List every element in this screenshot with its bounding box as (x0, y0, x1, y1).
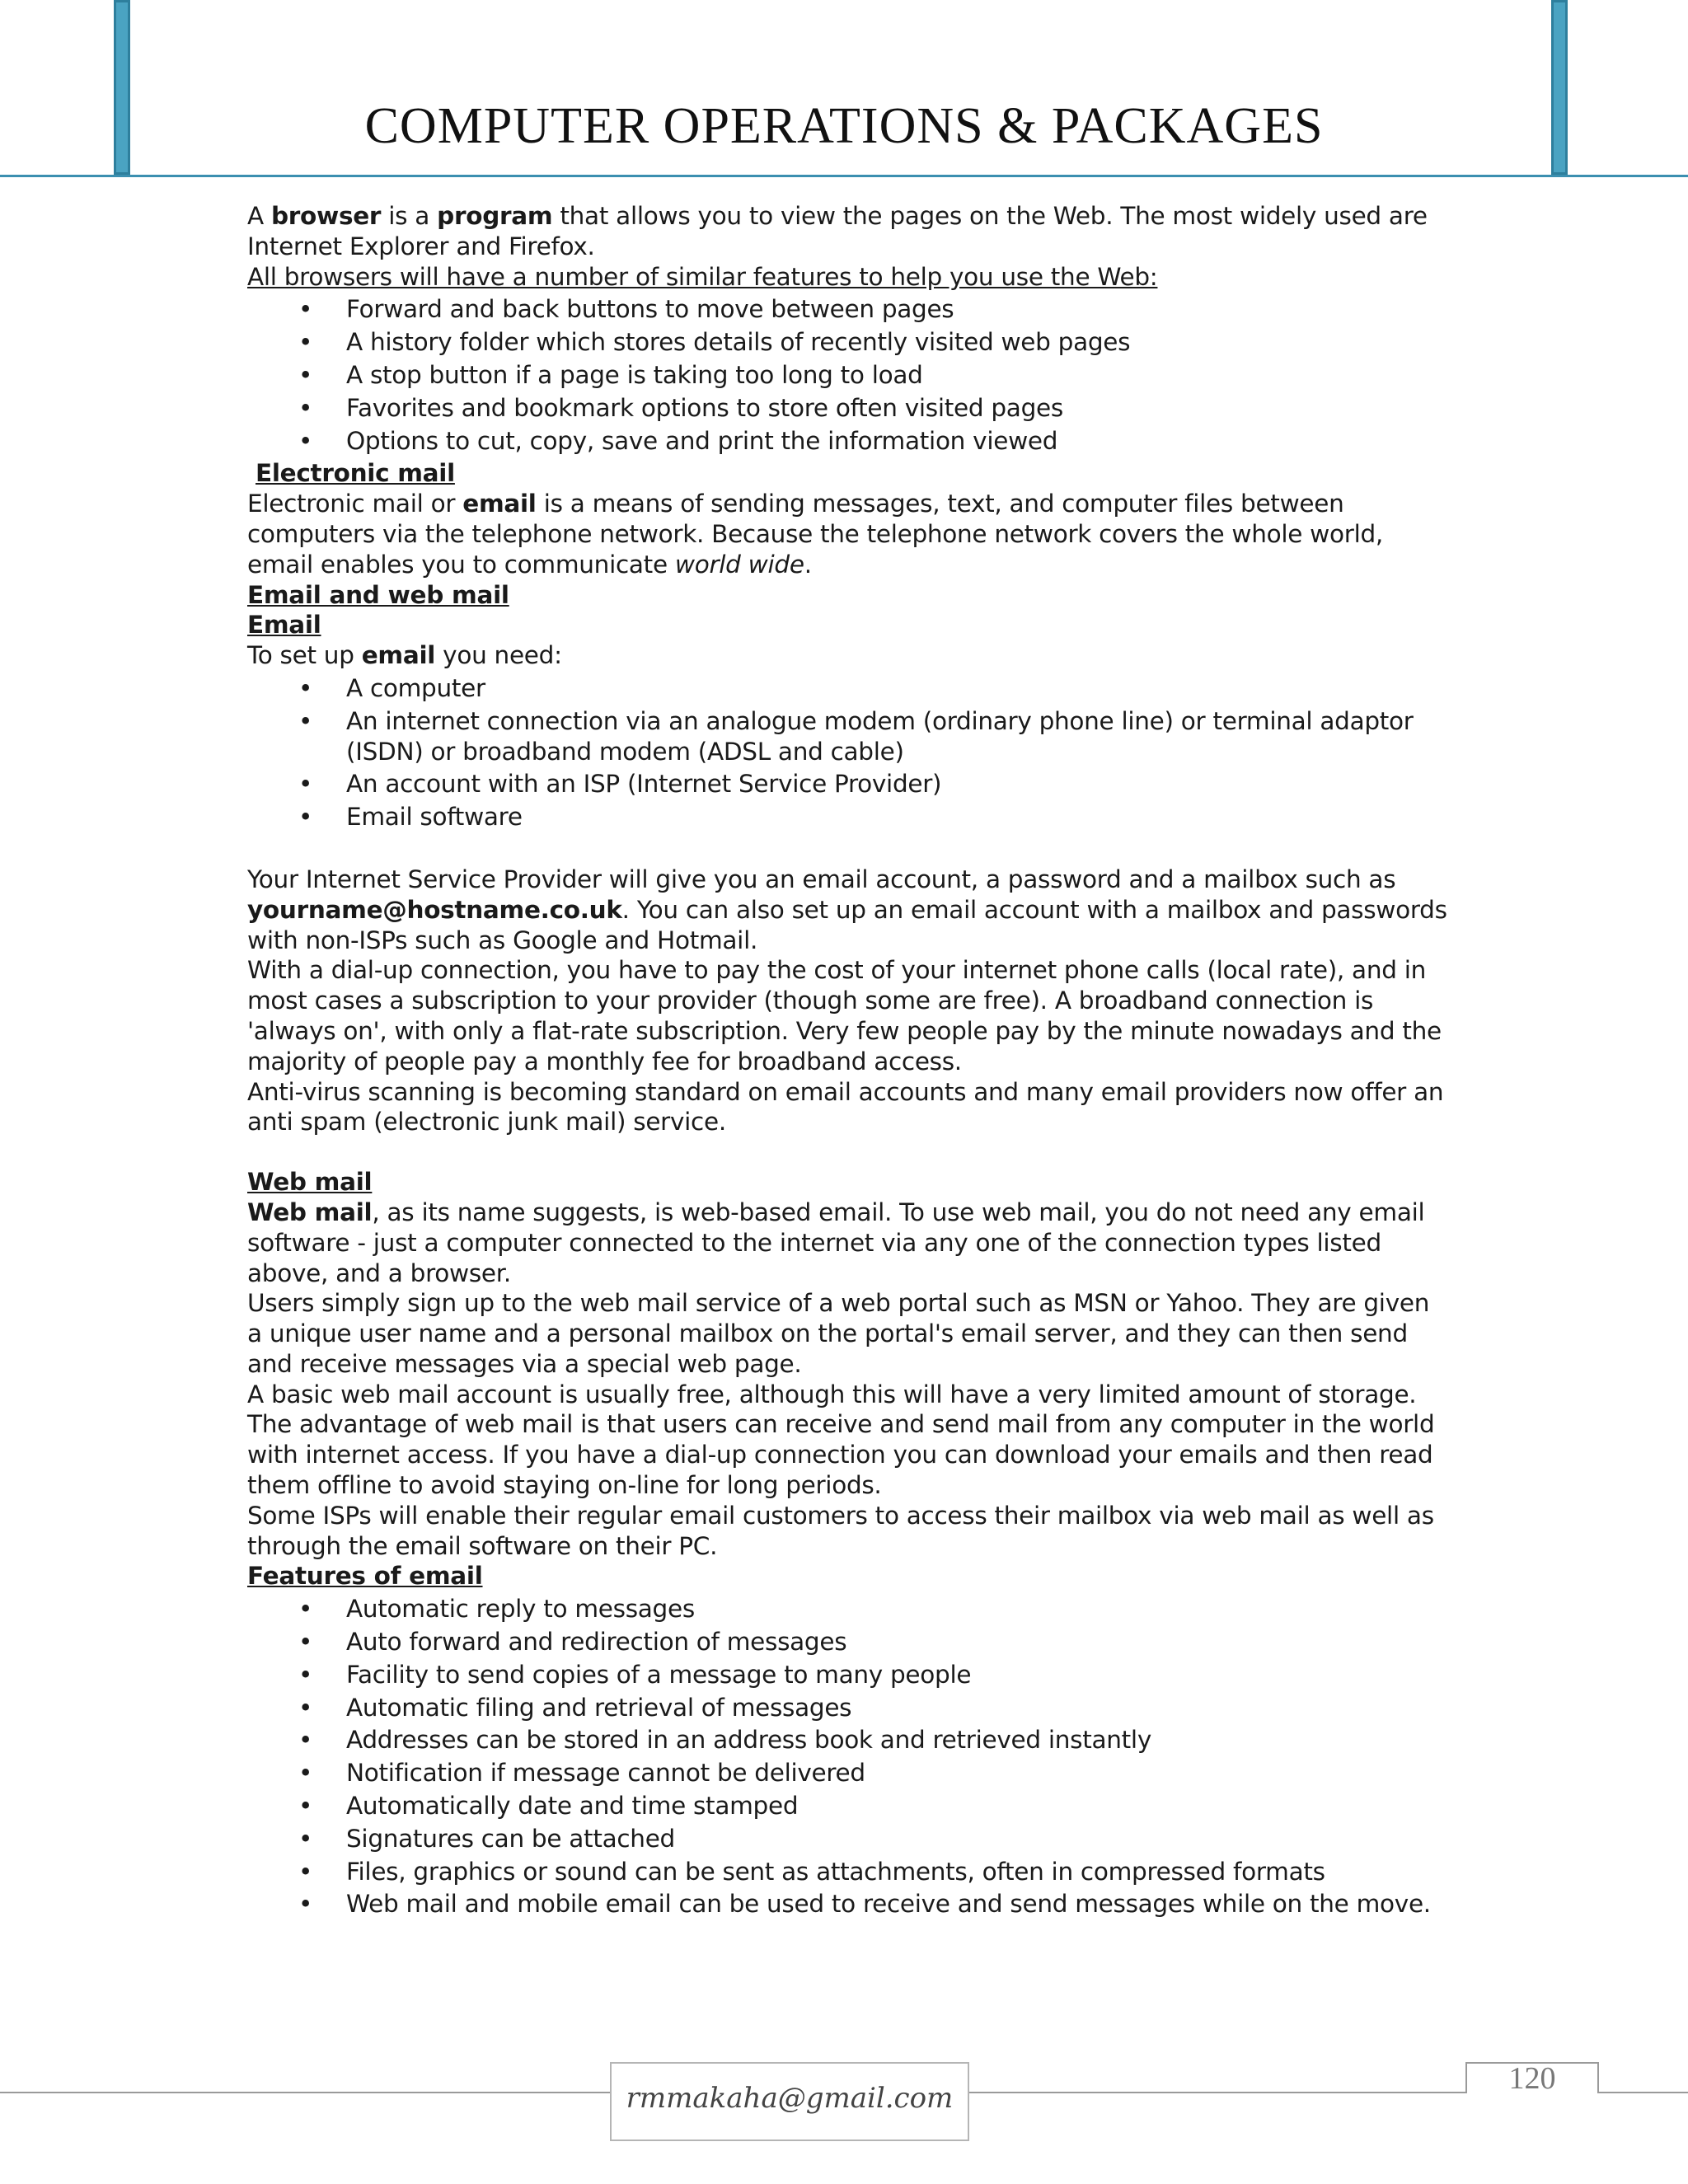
browser-features-list (247, 294, 1451, 456)
heading-features-of-email: Features of email (247, 1562, 483, 1591)
list-item: • A computer (298, 673, 485, 702)
footer-email-box (610, 2062, 969, 2141)
header-rule (0, 175, 1688, 177)
heading-web-mail: Web mail (247, 1168, 373, 1197)
footer-rule-middle (969, 2092, 1465, 2093)
list-item: • A stop button if a page is taking too long to load (298, 360, 923, 389)
web-mail-paragraph-2: Users simply sign up to the web mail service of a web portal such as MSN or Yahoo. They are given a unique user name and a personal mailbox on the portal's email server, and they can then send and receive messages via a special web page. (247, 1289, 1430, 1378)
email-needs-list (247, 673, 1451, 832)
list-item: • Email software (298, 803, 523, 832)
list-item: • Web mail and mobile email can be used to receive and send messages while on the move. (298, 1890, 1431, 1919)
browser-features-intro: All browsers will have a number of similar features to help you use the Web: (247, 262, 1158, 291)
electronic-mail-paragraph: Electronic mail or email is a means of sending messages, text, and computer files between computers via the telephone network. Because the telephone network covers the whole world, email enables you to communicate world wide. (247, 490, 1383, 579)
web-mail-paragraph-4: Some ISPs will enable their regular email customers to access their mailbox via web mail as well as through the email software on their PC. (247, 1501, 1434, 1560)
list-item: • Facility to send copies of a message to many people (298, 1660, 972, 1689)
list-item: • Automatic filing and retrieval of messages (298, 1693, 852, 1722)
list-item: • Automatically date and time stamped (298, 1792, 799, 1821)
list-item: • An account with an ISP (Internet Service Provider) (298, 770, 942, 799)
page-title: COMPUTER OPERATIONS & PACKAGES (364, 98, 1324, 154)
browser-paragraph: A browser is a program that allows you to view the pages on the Web. The most widely used are Internet Explorer and Firefox. (247, 202, 1428, 260)
list-item: • Automatic reply to messages (298, 1595, 695, 1624)
list-item: • Favorites and bookmark options to store often visited pages (298, 393, 1063, 422)
web-mail-paragraph-1: Web mail, as its name suggests, is web-based email. To use web mail, you do not need any email software - just a computer connected to the internet via any one of the connection types listed above, and a browser. (247, 1197, 1425, 1287)
list-item: • Forward and back buttons to move between pages (298, 295, 954, 324)
list-item: • An internet connection via an analogue modem (ordinary phone line) or terminal adaptor (ISDN) or broadband modem (ADSL and cable) (298, 706, 1414, 766)
heading-email: Email (247, 611, 321, 640)
footer-email: rmmakaha@gmail.com (626, 2082, 954, 2115)
email-features-list (247, 1594, 1451, 1919)
antivirus-paragraph: Anti-virus scanning is becoming standard on email accounts and many email providers now offer an anti spam (electronic junk mail) service. (247, 1077, 1444, 1137)
heading-electronic-mail: Electronic mail (256, 459, 455, 488)
list-item: • Auto forward and redirection of messages (298, 1628, 847, 1657)
document-body (247, 201, 1451, 1922)
list-item: • A history folder which stores details of recently visited web pages (298, 328, 1131, 357)
web-mail-paragraph-3: A basic web mail account is usually free, although this will have a very limited amount of storage. The advantage of web mail is that users can receive and send mail from any computer in the world with internet access. If you have a dial-up connection you can download your emails and then read them offline to avoid staying on-line for long periods. (247, 1380, 1435, 1500)
heading-email-and-web-mail: Email and web mail (247, 580, 509, 609)
list-item: • Signatures can be attached (298, 1824, 675, 1853)
list-item: • Files, graphics or sound can be sent as attachments, often in compressed formats (298, 1857, 1325, 1886)
dialup-paragraph: With a dial-up connection, you have to pay the cost of your internet phone calls (local rate), and in most cases a subscription to your provider (though some are free). A broadband connection is 'always on', with only a flat-rate subscription. Very few people pay by the minute nowadays and the majority of people pay a monthly fee for broadband access. (247, 956, 1442, 1076)
footer-rule-right (1599, 2092, 1688, 2093)
list-item: • Addresses can be stored in an address book and retrieved instantly (298, 1726, 1151, 1755)
isp-paragraph: Your Internet Service Provider will give you an email account, a password and a mailbox such as yourname@hostname.co.uk. You can also set up an email account with a mailbox and passwords with non-ISPs such as Google and Hotmail. (247, 865, 1447, 954)
list-item: • Options to cut, copy, save and print the information viewed (298, 426, 1058, 455)
page-number: 120 (1508, 2061, 1556, 2096)
footer-rule-left (0, 2092, 610, 2093)
email-setup-paragraph: To set up email you need: (247, 641, 562, 670)
list-item: • Notification if message cannot be delivered (298, 1759, 865, 1788)
